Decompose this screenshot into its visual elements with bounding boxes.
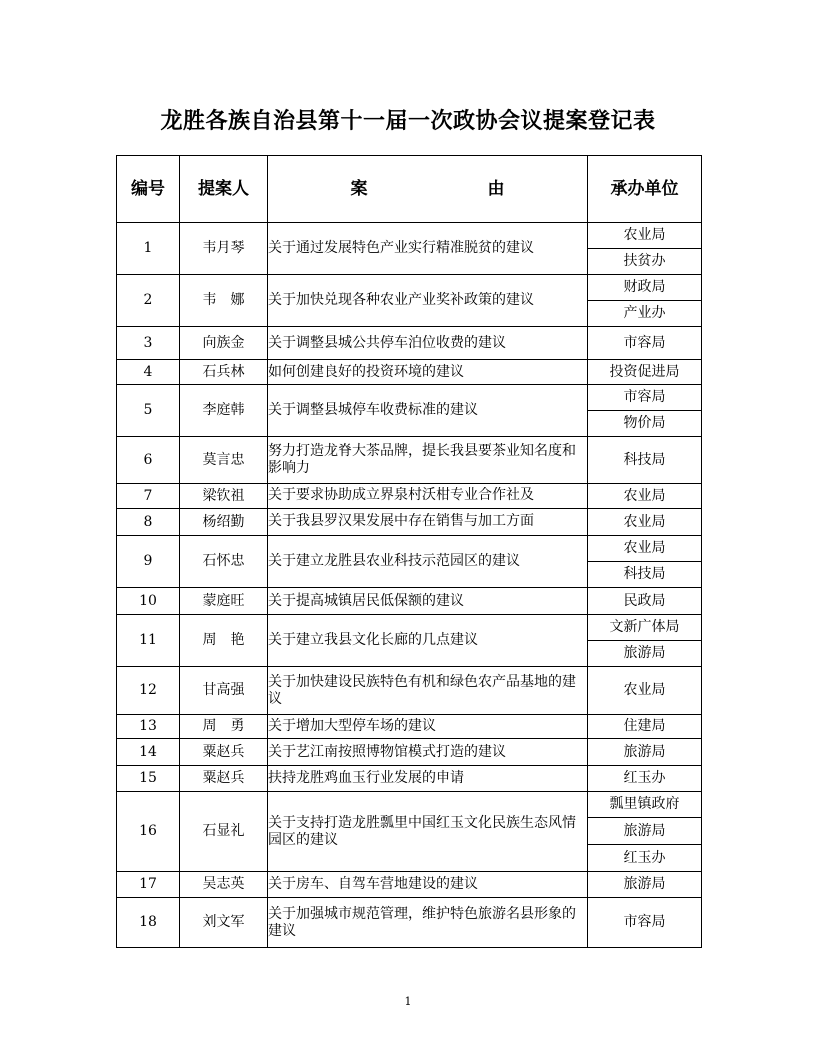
handling-unit: 农业局 — [588, 667, 702, 715]
proposer-name: 韦 娜 — [180, 275, 268, 327]
handling-unit: 市容局 — [588, 898, 702, 948]
proposal-reason: 关于通过发展特色产业实行精准脱贫的建议 — [268, 223, 588, 275]
proposal-reason: 如何创建良好的投资环境的建议 — [268, 360, 588, 385]
proposal-reason: 努力打造龙脊大茶品牌，提长我县要茶业知名度和影响力 — [268, 437, 588, 484]
proposer-name: 向族金 — [180, 327, 268, 360]
proposal-reason-text: 关于我县罗汉果发展中存在销售与加工方面 — [268, 513, 534, 529]
table-row — [117, 385, 702, 411]
handling-unit: 科技局 — [588, 437, 702, 484]
header-unit: 承办单位 — [588, 156, 702, 223]
table-row — [117, 588, 702, 615]
proposal-reason: 关于艺江南按照博物馆模式打造的建议 — [268, 739, 588, 766]
handling-unit: 产业办 — [588, 301, 702, 327]
table-row — [117, 872, 702, 898]
row-number: 10 — [117, 588, 180, 615]
proposer-name: 周 勇 — [180, 715, 268, 739]
handling-unit: 财政局 — [588, 275, 702, 301]
row-number: 1 — [117, 223, 180, 275]
proposer-name: 李庭韩 — [180, 385, 268, 437]
row-number: 8 — [117, 509, 180, 536]
proposer-name: 梁钦祖 — [180, 484, 268, 509]
handling-unit: 红玉办 — [588, 845, 702, 872]
proposal-reason: 关于支持打造龙胜瓢里中国红玉文化民族生态风情园区的建议 — [268, 792, 588, 872]
table-row — [117, 536, 702, 562]
handling-unit: 农业局 — [588, 484, 702, 509]
proposal-reason-text: 关于要求协助成立界泉村沃柑专业合作社及 — [268, 487, 534, 503]
handling-unit: 旅游局 — [588, 739, 702, 766]
proposal-reason: 关于建立我县文化长廊的几点建议 — [268, 615, 588, 667]
header-num: 编号 — [117, 156, 180, 223]
proposal-reason — [268, 509, 588, 536]
handling-unit: 农业局 — [588, 509, 702, 536]
row-number: 17 — [117, 872, 180, 898]
row-number: 16 — [117, 792, 180, 872]
handling-unit: 扶贫办 — [588, 249, 702, 275]
row-number: 3 — [117, 327, 180, 360]
handling-unit: 市容局 — [588, 327, 702, 360]
row-number: 15 — [117, 766, 180, 792]
proposer-name: 莫言忠 — [180, 437, 268, 484]
row-number: 4 — [117, 360, 180, 385]
table-row — [117, 223, 702, 249]
proposer-name: 石兵林 — [180, 360, 268, 385]
handling-unit: 农业局 — [588, 536, 702, 562]
row-number: 12 — [117, 667, 180, 715]
handling-unit: 瓢里镇政府 — [588, 792, 702, 818]
proposer-name: 石怀忠 — [180, 536, 268, 588]
proposal-reason: 扶持龙胜鸡血玉行业发展的申请 — [268, 766, 588, 792]
proposal-reason: 关于建立龙胜县农业科技示范园区的建议 — [268, 536, 588, 588]
page-number: 1 — [404, 995, 412, 1008]
handling-unit: 投资促进局 — [588, 360, 702, 385]
proposer-name: 周 艳 — [180, 615, 268, 667]
table-row — [117, 275, 702, 301]
handling-unit: 旅游局 — [588, 818, 702, 845]
row-number: 6 — [117, 437, 180, 484]
table-header-row — [117, 156, 702, 223]
proposer-name: 杨绍勤 — [180, 509, 268, 536]
proposal-reason: 关于调整县城公共停车泊位收费的建议 — [268, 327, 588, 360]
row-number: 13 — [117, 715, 180, 739]
row-number: 14 — [117, 739, 180, 766]
proposal-reason — [268, 484, 588, 509]
proposer-name: 吴志英 — [180, 872, 268, 898]
handling-unit: 农业局 — [588, 223, 702, 249]
proposal-reason: 关于加强城市规范管理，维护特色旅游名县形象的建议 — [268, 898, 588, 948]
row-number: 2 — [117, 275, 180, 327]
handling-unit: 红玉办 — [588, 766, 702, 792]
table-row — [117, 766, 702, 792]
header-reason-a: 案 — [350, 178, 368, 199]
proposal-reason: 关于提高城镇居民低保额的建议 — [268, 588, 588, 615]
handling-unit: 民政局 — [588, 588, 702, 615]
row-number: 9 — [117, 536, 180, 588]
proposal-reason: 关于调整县城停车收费标准的建议 — [268, 385, 588, 437]
proposal-reason: 关于房车、自驾车营地建设的建议 — [268, 872, 588, 898]
handling-unit: 住建局 — [588, 715, 702, 739]
handling-unit: 旅游局 — [588, 641, 702, 667]
table-row — [117, 484, 702, 509]
proposer-name: 粟赵兵 — [180, 739, 268, 766]
table-row — [117, 715, 702, 739]
header-proposer: 提案人 — [180, 156, 268, 223]
table-row — [117, 437, 702, 484]
row-number: 5 — [117, 385, 180, 437]
handling-unit: 物价局 — [588, 411, 702, 437]
proposer-name: 石显礼 — [180, 792, 268, 872]
header-reason — [268, 156, 588, 223]
handling-unit: 文新广体局 — [588, 615, 702, 641]
proposer-name: 甘高强 — [180, 667, 268, 715]
handling-unit: 市容局 — [588, 385, 702, 411]
table-row — [117, 898, 702, 948]
handling-unit: 科技局 — [588, 562, 702, 588]
table-row — [117, 327, 702, 360]
proposer-name: 刘文军 — [180, 898, 268, 948]
row-number: 18 — [117, 898, 180, 948]
proposal-reason: 关于加快兑现各种农业产业奖补政策的建议 — [268, 275, 588, 327]
table-row — [117, 615, 702, 641]
proposal-reason: 关于加快建设民族特色有机和绿色农产品基地的建议 — [268, 667, 588, 715]
proposal-table — [116, 155, 702, 948]
table-row — [117, 667, 702, 715]
proposer-name: 韦月琴 — [180, 223, 268, 275]
proposer-name: 粟赵兵 — [180, 766, 268, 792]
table-row — [117, 360, 702, 385]
header-reason-b: 由 — [487, 178, 505, 199]
handling-unit: 旅游局 — [588, 872, 702, 898]
table-row — [117, 739, 702, 766]
row-number: 11 — [117, 615, 180, 667]
table-row — [117, 792, 702, 818]
row-number: 7 — [117, 484, 180, 509]
proposer-name: 蒙庭旺 — [180, 588, 268, 615]
proposal-reason: 关于增加大型停车场的建议 — [268, 715, 588, 739]
table-row — [117, 509, 702, 536]
page-title: 龙胜各族自治县第十一届一次政协会议提案登记表 — [160, 108, 656, 134]
